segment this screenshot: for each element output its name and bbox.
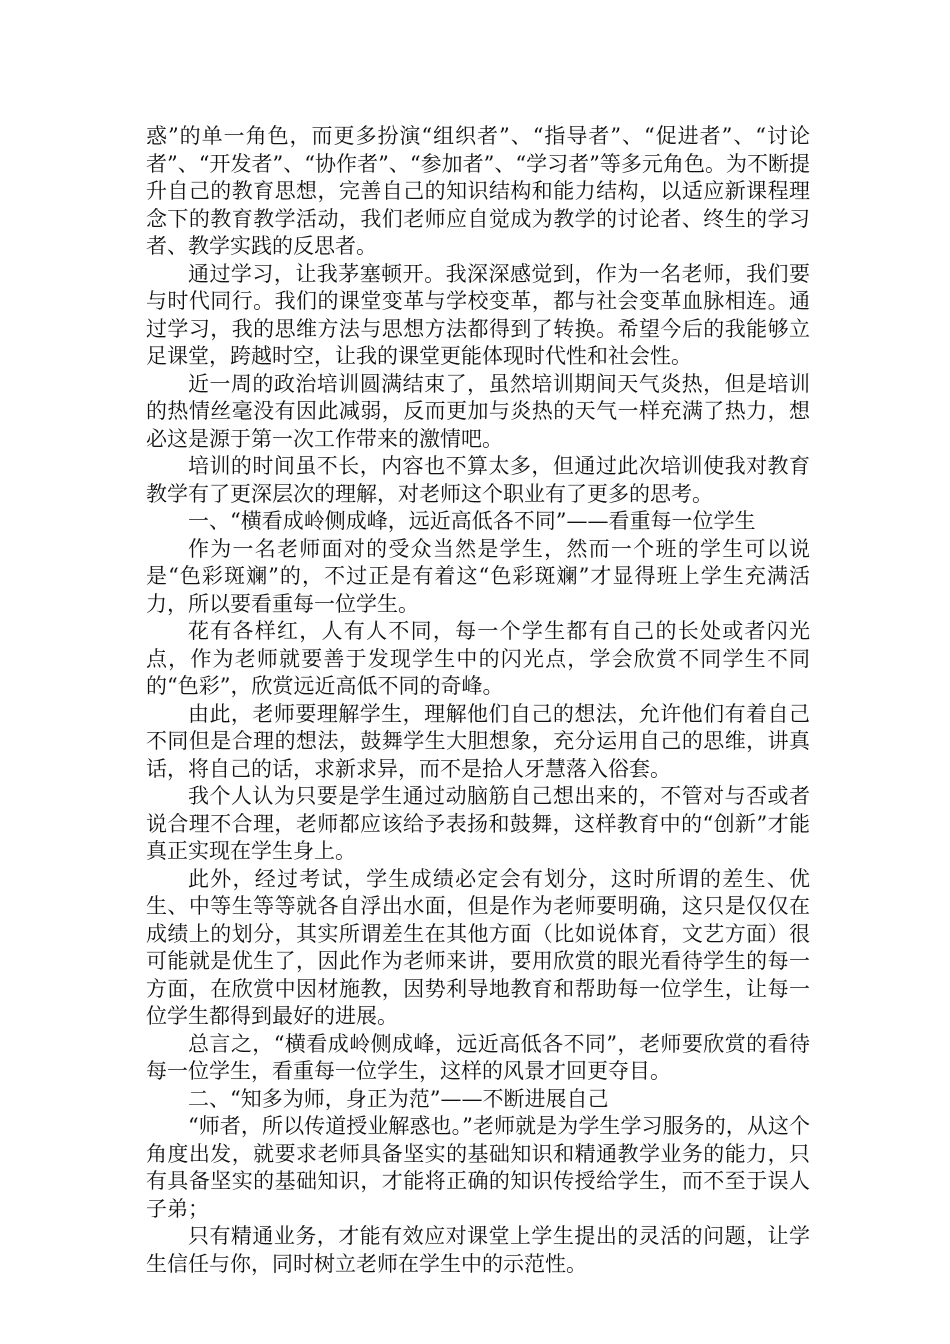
paragraph-7: 由此，老师要理解学生，理解他们自己的想法，允许他们有着自己不同但是合理的想法，鼓舞学生大胆想象，充分运用自己的思维，讲真话，将自己的话，求新求异，而不是拾人牙慧落入俗套。 xyxy=(146,701,810,781)
document-body xyxy=(146,123,810,1278)
paragraph-5: 作为一名老师面对的受众当然是学生，然而一个班的学生可以说是“色彩斑斓”的，不过正是有着这“色彩斑斓”才显得班上学生充满活力，所以要看重每一位学生。 xyxy=(146,536,810,616)
paragraph-9: 此外，经过考试，学生成绩必定会有划分，这时所谓的差生、优生、中等生等等就各自浮出水面，但是作为老师要明确，这只是仅仅在成绩上的划分，其实所谓差生在其他方面（比如说体育，文艺方面）很可能就是优生了，因此作为老师来讲，要用欣赏的眼光看待学生的每一方面，在欣赏中因材施教，因势利导地教育和帮助每一位学生，让每一位学生都得到最好的进展。 xyxy=(146,866,810,1028)
paragraph-8: 我个人认为只要是学生通过动脑筋自己想出来的，不管对与否或者说合理不合理，老师都应该给予表扬和鼓舞，这样教育中的“创新”才能真正实现在学生身上。 xyxy=(146,784,810,863)
paragraph-12: 只有精通业务，才能有效应对课堂上学生提出的灵活的问题，让学生信任与你，同时树立老师在学生中的示范性。 xyxy=(146,1224,810,1276)
paragraph-11: “师者，所以传道授业解惑也。”老师就是为学生学习服务的，从这个角度出发，就要求老师具备坚实的基础知识和精通教学业务的能力，只有具备坚实的基础知识，才能将正确的知识传授给学生，而不至于误人子弟； xyxy=(146,1114,810,1221)
section-heading-1: 一、“横看成岭侧成峰，远近高低各不同”——看重每一位学生 xyxy=(188,509,756,533)
paragraph-2: 通过学习，让我茅塞顿开。我深深感觉到，作为一名老师，我们要与时代同行。我们的课堂变革与学校变革，都与社会变革血脉相连。通过学习，我的思维方法与思想方法都得到了转换。希望今后的我能够立足课堂，跨越时空，让我的课堂更能体现时代性和社会性。 xyxy=(146,261,810,368)
section-heading-2: 二、“知多为师，身正为范”——不断进展自己 xyxy=(188,1086,609,1111)
paragraph-6: 花有各样红，人有人不同，每一个学生都有自己的长处或者闪光点，作为老师就要善于发现学生中的闪光点，学会欣赏不同学生不同的“色彩”，欣赏远近高低不同的奇峰。 xyxy=(146,619,810,698)
paragraph-3: 近一周的政治培训圆满结束了，虽然培训期间天气炎热，但是培训的热情丝毫没有因此减弱，反而更加与炎热的天气一样充满了热力，想必这是源于第一次工作带来的激情吧。 xyxy=(146,371,810,451)
paragraph-10: 总言之，“横看成岭侧成峰，远近高低各不同”，老师要欣赏的看待每一位学生，看重每一位学生，这样的风景才回更夺目。 xyxy=(146,1031,810,1083)
paragraph-1: 惑”的单一角色，而更多扮演“组织者”、“指导者”、“促进者”、“讨论者”、“开发者”、“协作者”、“参加者”、“学习者”等多元角色。为不断提升自己的教育思想，完善自己的知识结构和能力结构，以适应新课程理念下的教育教学活动，我们老师应自觉成为教学的讨论者、终生的学习者、教学实践的反思者。 xyxy=(146,124,810,258)
paragraph-4: 培训的时间虽不长，内容也不算太多，但通过此次培训使我对教育教学有了更深层次的理解，对老师这个职业有了更多的思考。 xyxy=(146,454,810,506)
